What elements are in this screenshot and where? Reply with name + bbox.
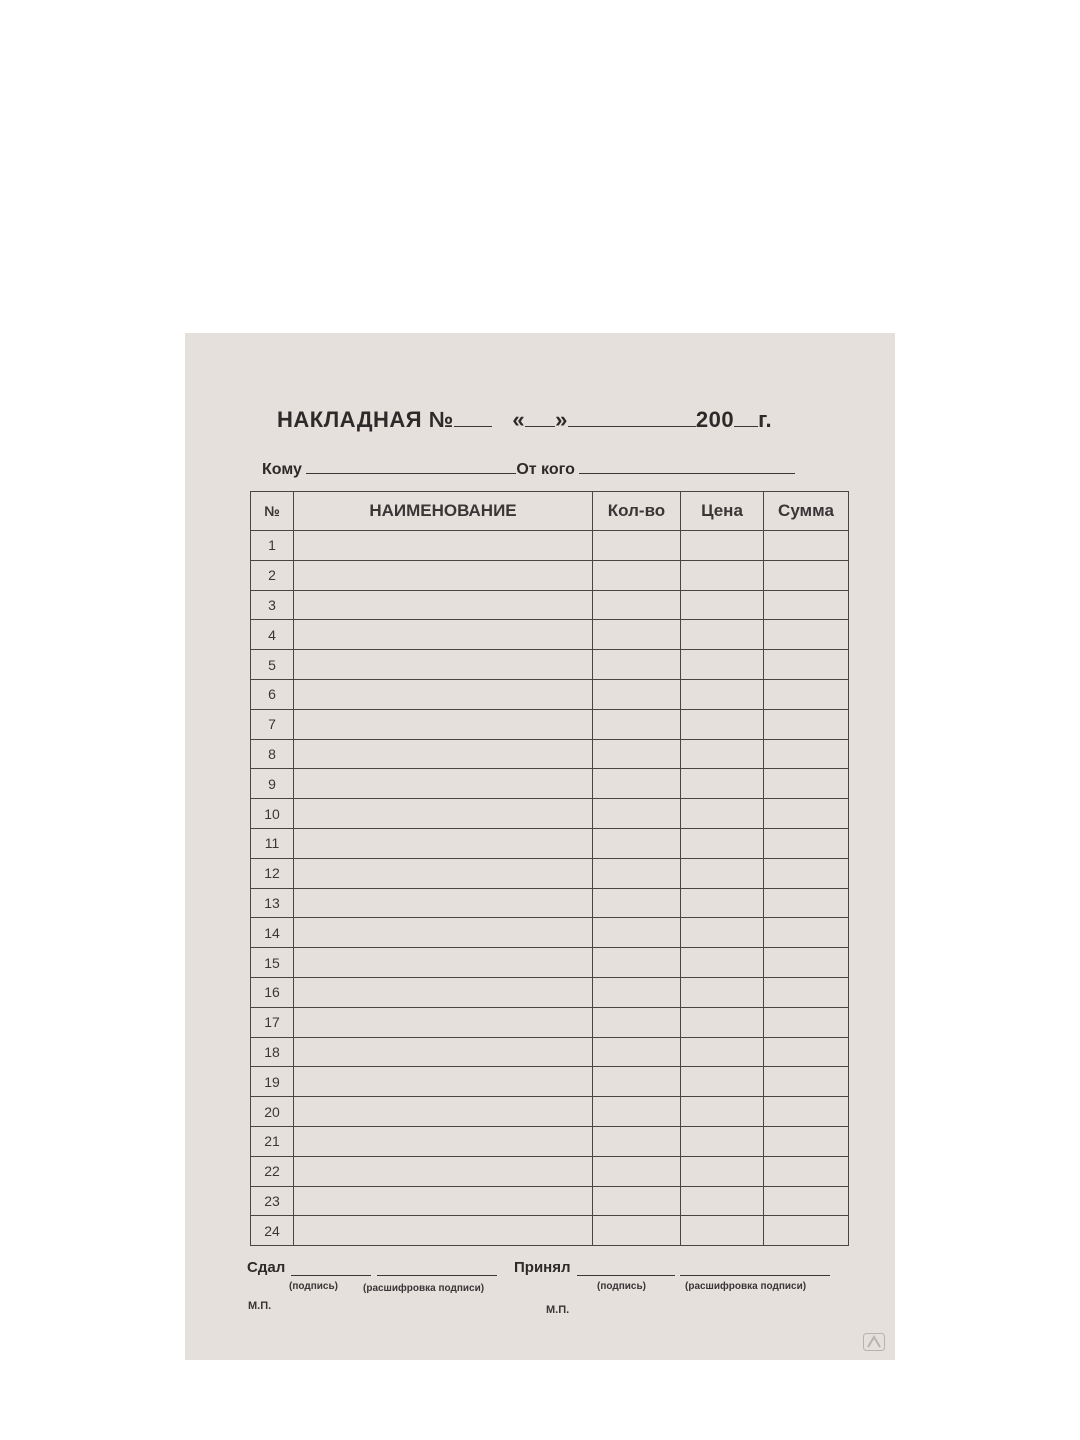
item-sum-cell[interactable] xyxy=(764,1156,849,1186)
table-row xyxy=(251,1156,849,1186)
from-label: От кого xyxy=(516,461,575,478)
item-sum-cell[interactable] xyxy=(764,531,849,561)
item-qty-cell[interactable] xyxy=(593,1156,681,1186)
item-name-cell[interactable] xyxy=(294,1097,593,1127)
table-row xyxy=(251,531,849,561)
item-qty-cell[interactable] xyxy=(593,679,681,709)
header-sum: Сумма xyxy=(764,492,849,531)
item-sum-cell[interactable] xyxy=(764,590,849,620)
row-number: 15 xyxy=(251,948,294,978)
row-number: 12 xyxy=(251,858,294,888)
row-number: 3 xyxy=(251,590,294,620)
item-sum-cell[interactable] xyxy=(764,1216,849,1246)
item-qty-cell[interactable] xyxy=(593,1126,681,1156)
item-qty-cell[interactable] xyxy=(593,1097,681,1127)
item-price-cell[interactable] xyxy=(681,799,764,829)
row-number: 19 xyxy=(251,1067,294,1097)
item-sum-cell[interactable] xyxy=(764,918,849,948)
item-name-cell[interactable] xyxy=(294,1126,593,1156)
table-row xyxy=(251,1097,849,1127)
item-name-cell[interactable] xyxy=(294,531,593,561)
item-price-cell[interactable] xyxy=(681,888,764,918)
row-number: 2 xyxy=(251,560,294,590)
item-price-cell[interactable] xyxy=(681,769,764,799)
year-field[interactable] xyxy=(734,408,758,427)
item-sum-cell[interactable] xyxy=(764,709,849,739)
item-price-cell[interactable] xyxy=(681,918,764,948)
item-price-cell[interactable] xyxy=(681,1037,764,1067)
item-price-cell[interactable] xyxy=(681,1216,764,1246)
item-sum-cell[interactable] xyxy=(764,828,849,858)
item-qty-cell[interactable] xyxy=(593,799,681,829)
item-name-cell[interactable] xyxy=(294,709,593,739)
handed-decode-field[interactable] xyxy=(377,1275,497,1276)
item-name-cell[interactable] xyxy=(294,1216,593,1246)
row-number: 20 xyxy=(251,1097,294,1127)
handed-signature-field[interactable] xyxy=(291,1275,371,1276)
table-row xyxy=(251,948,849,978)
item-name-cell[interactable] xyxy=(294,977,593,1007)
item-name-cell[interactable] xyxy=(294,650,593,680)
row-number: 11 xyxy=(251,828,294,858)
header-price: Цена xyxy=(681,492,764,531)
row-number: 9 xyxy=(251,769,294,799)
row-number: 13 xyxy=(251,888,294,918)
handed-label: Сдал xyxy=(247,1259,286,1276)
item-sum-cell[interactable] xyxy=(764,888,849,918)
item-qty-cell[interactable] xyxy=(593,948,681,978)
item-qty-cell[interactable] xyxy=(593,858,681,888)
item-qty-cell[interactable] xyxy=(593,739,681,769)
item-price-cell[interactable] xyxy=(681,1156,764,1186)
item-price-cell[interactable] xyxy=(681,1126,764,1156)
item-name-cell[interactable] xyxy=(294,888,593,918)
item-sum-cell[interactable] xyxy=(764,977,849,1007)
to-label: Кому xyxy=(262,461,302,478)
watermark-logo-icon xyxy=(863,1333,885,1351)
row-number: 14 xyxy=(251,918,294,948)
item-price-cell[interactable] xyxy=(681,620,764,650)
row-number: 16 xyxy=(251,977,294,1007)
item-price-cell[interactable] xyxy=(681,650,764,680)
table-row xyxy=(251,918,849,948)
item-qty-cell[interactable] xyxy=(593,977,681,1007)
stamp-label-right: М.П. xyxy=(546,1304,570,1316)
item-name-cell[interactable] xyxy=(294,799,593,829)
item-qty-cell[interactable] xyxy=(593,650,681,680)
item-price-cell[interactable] xyxy=(681,828,764,858)
quote-open: « xyxy=(512,407,526,432)
item-sum-cell[interactable] xyxy=(764,560,849,590)
item-name-cell[interactable] xyxy=(294,739,593,769)
item-name-cell[interactable] xyxy=(294,1037,593,1067)
item-sum-cell[interactable] xyxy=(764,799,849,829)
from-field[interactable] xyxy=(579,463,795,474)
item-qty-cell[interactable] xyxy=(593,620,681,650)
form-title xyxy=(277,407,772,433)
item-name-cell[interactable] xyxy=(294,828,593,858)
items-table xyxy=(250,491,849,1246)
table-header-row xyxy=(251,492,849,531)
table-row xyxy=(251,977,849,1007)
item-sum-cell[interactable] xyxy=(764,650,849,680)
day-field[interactable] xyxy=(525,408,555,427)
quote-close: » xyxy=(555,407,568,432)
item-name-cell[interactable] xyxy=(294,858,593,888)
item-name-cell[interactable] xyxy=(294,918,593,948)
item-qty-cell[interactable] xyxy=(593,709,681,739)
year-prefix: 200 xyxy=(695,407,735,432)
table-row xyxy=(251,1186,849,1216)
table-row xyxy=(251,1126,849,1156)
table-row xyxy=(251,739,849,769)
item-name-cell[interactable] xyxy=(294,1186,593,1216)
row-number: 1 xyxy=(251,531,294,561)
table-row xyxy=(251,709,849,739)
table-row xyxy=(251,560,849,590)
table-row xyxy=(251,1216,849,1246)
item-name-cell[interactable] xyxy=(294,1156,593,1186)
handed-decode-caption: (расшифровка подписи) xyxy=(363,1283,485,1294)
row-number: 6 xyxy=(251,679,294,709)
item-name-cell[interactable] xyxy=(294,620,593,650)
row-number: 10 xyxy=(251,799,294,829)
item-sum-cell[interactable] xyxy=(764,1186,849,1216)
row-number: 4 xyxy=(251,620,294,650)
item-sum-cell[interactable] xyxy=(764,1007,849,1037)
item-name-cell[interactable] xyxy=(294,679,593,709)
row-number: 17 xyxy=(251,1007,294,1037)
table-row xyxy=(251,1007,849,1037)
table-row xyxy=(251,679,849,709)
item-qty-cell[interactable] xyxy=(593,1007,681,1037)
item-price-cell[interactable] xyxy=(681,739,764,769)
item-qty-cell[interactable] xyxy=(593,590,681,620)
item-qty-cell[interactable] xyxy=(593,769,681,799)
row-number: 5 xyxy=(251,650,294,680)
item-qty-cell[interactable] xyxy=(593,918,681,948)
table-row xyxy=(251,828,849,858)
received-label: Принял xyxy=(514,1259,571,1276)
to-from-line xyxy=(262,461,795,479)
row-number: 21 xyxy=(251,1126,294,1156)
table-row xyxy=(251,769,849,799)
table-row xyxy=(251,620,849,650)
item-sum-cell[interactable] xyxy=(764,948,849,978)
item-qty-cell[interactable] xyxy=(593,888,681,918)
item-qty-cell[interactable] xyxy=(593,1216,681,1246)
item-price-cell[interactable] xyxy=(681,590,764,620)
row-number: 7 xyxy=(251,709,294,739)
item-sum-cell[interactable] xyxy=(764,1126,849,1156)
item-name-cell[interactable] xyxy=(294,590,593,620)
item-sum-cell[interactable] xyxy=(764,739,849,769)
row-number: 23 xyxy=(251,1186,294,1216)
year-suffix: г. xyxy=(758,407,773,432)
item-price-cell[interactable] xyxy=(681,1007,764,1037)
invoice-number-field[interactable] xyxy=(454,408,492,427)
item-sum-cell[interactable] xyxy=(764,1067,849,1097)
item-price-cell[interactable] xyxy=(681,709,764,739)
item-price-cell[interactable] xyxy=(681,560,764,590)
item-name-cell[interactable] xyxy=(294,1067,593,1097)
table-row xyxy=(251,799,849,829)
item-qty-cell[interactable] xyxy=(593,1186,681,1216)
item-price-cell[interactable] xyxy=(681,1067,764,1097)
item-price-cell[interactable] xyxy=(681,977,764,1007)
row-number: 24 xyxy=(251,1216,294,1246)
table-row xyxy=(251,1037,849,1067)
received-decode-field[interactable] xyxy=(680,1275,830,1276)
item-sum-cell[interactable] xyxy=(764,1097,849,1127)
received-signature-caption: (подпись) xyxy=(597,1281,646,1292)
item-price-cell[interactable] xyxy=(681,679,764,709)
item-price-cell[interactable] xyxy=(681,858,764,888)
item-price-cell[interactable] xyxy=(681,948,764,978)
table-row xyxy=(251,888,849,918)
item-qty-cell[interactable] xyxy=(593,531,681,561)
table-row xyxy=(251,650,849,680)
to-field[interactable] xyxy=(306,463,516,474)
item-price-cell[interactable] xyxy=(681,1186,764,1216)
received-decode-caption: (расшифровка подписи) xyxy=(685,1281,807,1292)
item-sum-cell[interactable] xyxy=(764,769,849,799)
row-number: 18 xyxy=(251,1037,294,1067)
stamp-label-left: М.П. xyxy=(248,1300,272,1312)
table-row xyxy=(251,858,849,888)
invoice-form-sheet xyxy=(185,333,895,1360)
month-field[interactable] xyxy=(568,408,696,427)
item-price-cell[interactable] xyxy=(681,1097,764,1127)
handed-signature-caption: (подпись) xyxy=(289,1281,338,1292)
row-number: 22 xyxy=(251,1156,294,1186)
item-qty-cell[interactable] xyxy=(593,560,681,590)
item-name-cell[interactable] xyxy=(294,948,593,978)
item-qty-cell[interactable] xyxy=(593,1067,681,1097)
received-signature-field[interactable] xyxy=(577,1275,675,1276)
item-sum-cell[interactable] xyxy=(764,620,849,650)
header-qty: Кол-во xyxy=(593,492,681,531)
title-prefix: НАКЛАДНАЯ № xyxy=(277,407,454,432)
item-qty-cell[interactable] xyxy=(593,828,681,858)
table-row xyxy=(251,590,849,620)
header-num: № xyxy=(251,492,294,531)
row-number: 8 xyxy=(251,739,294,769)
item-name-cell[interactable] xyxy=(294,769,593,799)
item-name-cell[interactable] xyxy=(294,1007,593,1037)
item-sum-cell[interactable] xyxy=(764,1037,849,1067)
item-qty-cell[interactable] xyxy=(593,1037,681,1067)
table-row xyxy=(251,1067,849,1097)
item-name-cell[interactable] xyxy=(294,560,593,590)
item-sum-cell[interactable] xyxy=(764,858,849,888)
item-sum-cell[interactable] xyxy=(764,679,849,709)
header-name: НАИМЕНОВАНИЕ xyxy=(294,492,593,531)
item-price-cell[interactable] xyxy=(681,531,764,561)
